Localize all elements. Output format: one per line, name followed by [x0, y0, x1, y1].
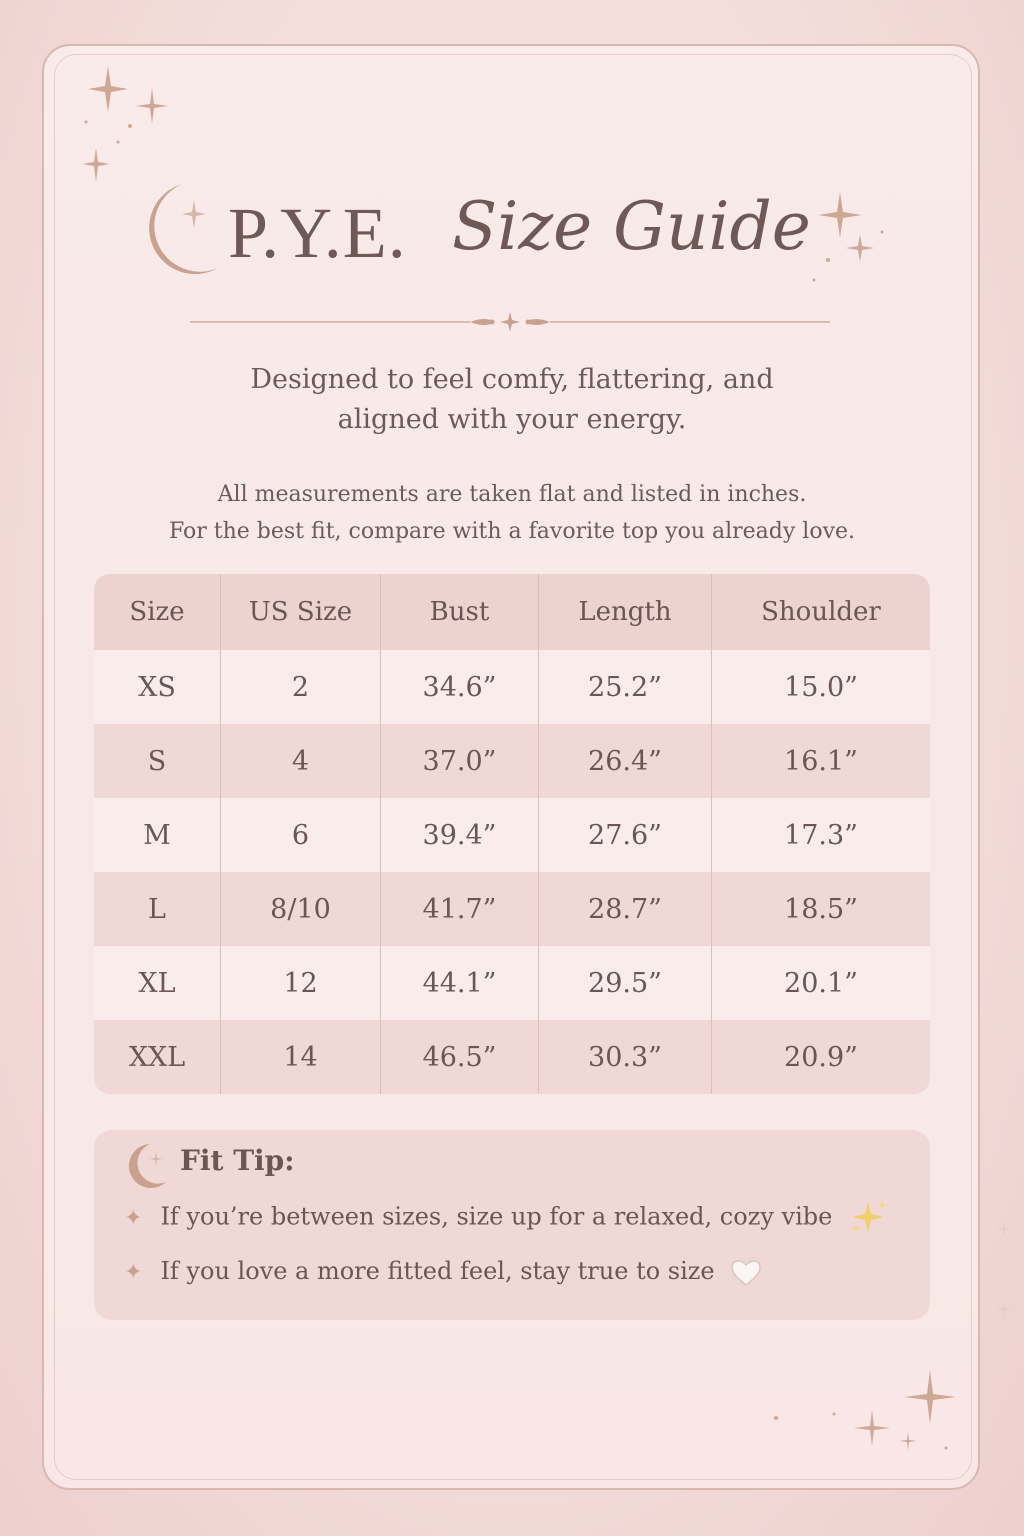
- cell-bust: 34.6”: [380, 650, 538, 724]
- white-heart-icon: [730, 1259, 762, 1287]
- table-header-row: [94, 574, 930, 650]
- size-table: [94, 574, 930, 1094]
- cell-us-size: 4: [220, 724, 380, 798]
- cell-shoulder: 17.3”: [711, 798, 930, 872]
- cell-size: L: [94, 872, 220, 946]
- cell-us-size: 6: [220, 798, 380, 872]
- crescent-moon-icon: [130, 180, 222, 280]
- sparkle-bullet-icon: ✦: [124, 1260, 143, 1285]
- fit-tip-box: [94, 1130, 930, 1320]
- fit-tip-text: If you’re between sizes, size up for a relaxed, cozy vibe: [160, 1202, 833, 1231]
- cell-length: 30.3”: [538, 1020, 711, 1094]
- page-title-script: Size Guide: [452, 188, 811, 265]
- cell-us-size: 12: [220, 946, 380, 1020]
- cell-bust: 41.7”: [380, 872, 538, 946]
- sparkle-edge-right-icon: [994, 1220, 1014, 1320]
- fit-tip-item: [124, 1200, 888, 1236]
- cell-length: 27.6”: [538, 798, 711, 872]
- moon-icon: [124, 1142, 168, 1190]
- cell-size: XXL: [94, 1020, 220, 1094]
- ornamental-divider: [190, 312, 830, 332]
- cell-shoulder: 15.0”: [711, 650, 930, 724]
- cell-shoulder: 20.1”: [711, 946, 930, 1020]
- cell-bust: 39.4”: [380, 798, 538, 872]
- title-row: [130, 178, 890, 298]
- table-row: [94, 724, 930, 798]
- cell-length: 25.2”: [538, 650, 711, 724]
- cell-size: XL: [94, 946, 220, 1020]
- cell-size: S: [94, 724, 220, 798]
- cell-us-size: 2: [220, 650, 380, 724]
- cell-shoulder: 18.5”: [711, 872, 930, 946]
- sparkle-bullet-icon: ✦: [124, 1205, 143, 1231]
- fit-tip-item: [124, 1257, 762, 1287]
- cell-bust: 44.1”: [380, 946, 538, 1020]
- sparkle-cluster-bottom-right-icon: [770, 1360, 970, 1470]
- cell-us-size: 8/10: [220, 872, 380, 946]
- note-line-1: All measurements are taken flat and listed in inches.: [217, 482, 807, 507]
- table-row: [94, 1020, 930, 1094]
- cell-length: 29.5”: [538, 946, 711, 1020]
- cell-bust: 46.5”: [380, 1020, 538, 1094]
- table-row: [94, 650, 930, 724]
- cell-length: 26.4”: [538, 724, 711, 798]
- sparkle-cluster-top-left-icon: [78, 62, 178, 192]
- cell-size: M: [94, 798, 220, 872]
- header-size: Size: [94, 574, 220, 650]
- brand-name: P.Y.E.: [228, 193, 407, 273]
- header-bust: Bust: [380, 574, 538, 650]
- table-row: [94, 946, 930, 1020]
- table-row: [94, 872, 930, 946]
- cell-shoulder: 20.9”: [711, 1020, 930, 1094]
- subtitle-line-1: Designed to feel comfy, flattering, and: [250, 364, 774, 395]
- cell-us-size: 14: [220, 1020, 380, 1094]
- measurement-note: [62, 476, 962, 550]
- cell-bust: 37.0”: [380, 724, 538, 798]
- fit-tip-text: If you love a more fitted feel, stay true to size: [160, 1257, 715, 1285]
- header-length: Length: [538, 574, 711, 650]
- sparkle-cluster-title-right-icon: [808, 190, 898, 290]
- cell-size: XS: [94, 650, 220, 724]
- cell-length: 28.7”: [538, 872, 711, 946]
- table-row: [94, 798, 930, 872]
- sparkles-emoji-icon: [848, 1200, 888, 1236]
- note-line-2: For the best fit, compare with a favorite top you already love.: [168, 519, 856, 544]
- header-shoulder: Shoulder: [711, 574, 930, 650]
- subtitle-line-2: aligned with your energy.: [337, 404, 687, 435]
- subtitle: [112, 360, 912, 440]
- header-us-size: US Size: [220, 574, 380, 650]
- fit-tip-title: Fit Tip:: [180, 1144, 295, 1177]
- cell-shoulder: 16.1”: [711, 724, 930, 798]
